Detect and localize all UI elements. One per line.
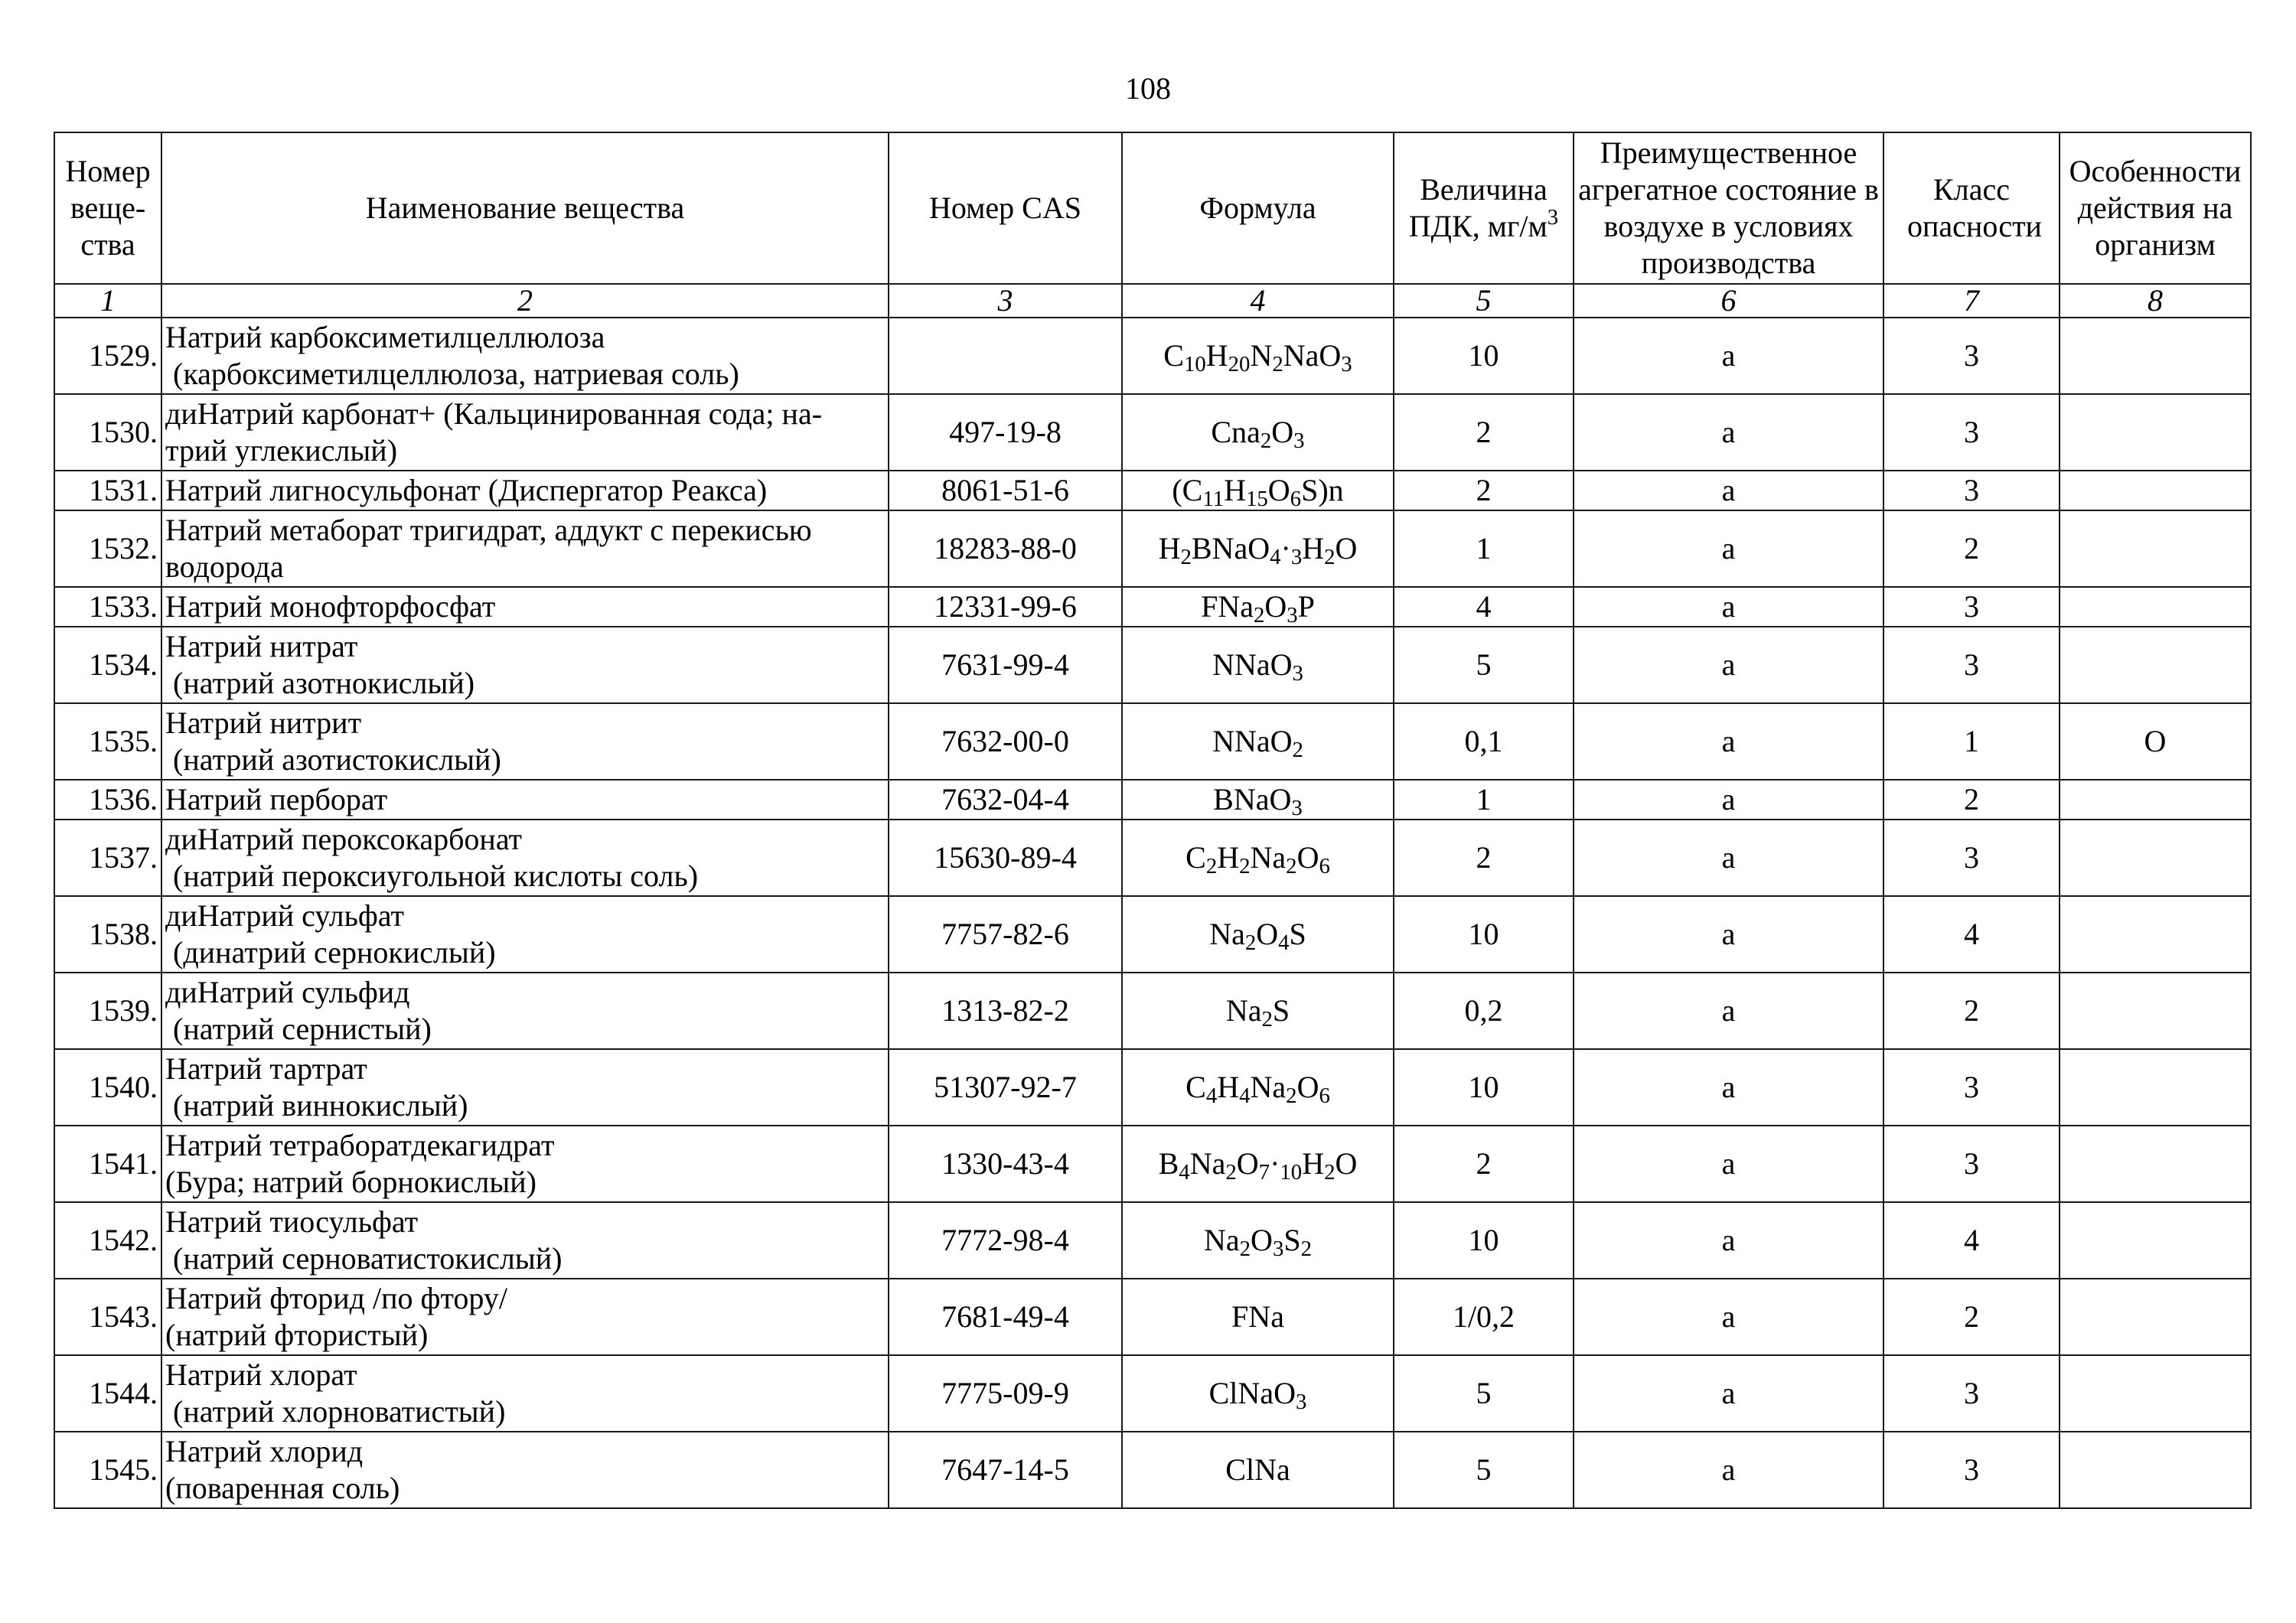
column-number-row xyxy=(54,284,2251,318)
chemical-formula: $Na_2O_4S$ xyxy=(1122,896,1394,973)
cas-number: 18283-88-0 xyxy=(889,510,1122,587)
table-row xyxy=(54,820,2251,896)
cas-number: 7775-09-9 xyxy=(889,1355,1122,1432)
substance-name-line: Натрий тиосульфат xyxy=(165,1204,419,1239)
aggregate-state: а xyxy=(1574,1355,1883,1432)
chemical-formula: $Cna_2O_3$ xyxy=(1122,394,1394,471)
substance-name xyxy=(161,780,889,820)
substance-name-line: Натрий нитрат xyxy=(165,629,358,663)
aggregate-state: а xyxy=(1574,1279,1883,1355)
body-effects xyxy=(2060,318,2251,394)
column-number: 7 xyxy=(1883,284,2060,318)
substance-name-line: Натрий хлорат xyxy=(165,1357,357,1392)
hazard-class: 3 xyxy=(1883,587,2060,627)
body-effects xyxy=(2060,973,2251,1049)
substance-name-line: (Бура; натрий борнокислый) xyxy=(165,1165,536,1199)
substance-name-line: (натрий азотнокислый) xyxy=(165,666,475,700)
aggregate-state: а xyxy=(1574,1126,1883,1202)
header-hazard-class: Класс опасности xyxy=(1883,132,2060,284)
substance-name xyxy=(161,1202,889,1279)
body-effects xyxy=(2060,627,2251,703)
substance-number: 1530. xyxy=(54,394,161,471)
aggregate-state: а xyxy=(1574,896,1883,973)
substance-name xyxy=(161,471,889,510)
substance-name-line: Натрий тетраборатдекагидрат xyxy=(165,1128,555,1162)
header-pdk-value: Величина ПДК, $мг/м^3$ xyxy=(1394,132,1574,284)
column-number: 3 xyxy=(889,284,1122,318)
body-effects xyxy=(2060,587,2251,627)
chemical-formula: $Na_2S$ xyxy=(1122,973,1394,1049)
hazard-class: 4 xyxy=(1883,896,2060,973)
chemical-formula: NNaO$_2$ xyxy=(1122,703,1394,780)
table-row xyxy=(54,1279,2251,1355)
cas-number: 497-19-8 xyxy=(889,394,1122,471)
chemical-formula: BNaO$_3$ xyxy=(1122,780,1394,820)
substance-name xyxy=(161,1432,889,1508)
substance-number: 1543. xyxy=(54,1279,161,1355)
body-effects xyxy=(2060,820,2251,896)
table-row xyxy=(54,1126,2251,1202)
aggregate-state: а xyxy=(1574,394,1883,471)
hazard-class: 1 xyxy=(1883,703,2060,780)
hazard-class: 3 xyxy=(1883,1355,2060,1432)
substance-name-line: (натрий фтористый) xyxy=(165,1318,429,1352)
chemical-formula: $(C_{11}H_{15}O_6S)n$ xyxy=(1122,471,1394,510)
pdk-value: 10 xyxy=(1394,1049,1574,1126)
hazard-class: 3 xyxy=(1883,318,2060,394)
hazard-class: 2 xyxy=(1883,1279,2060,1355)
hazard-class: 3 xyxy=(1883,471,2060,510)
substance-name-line: (натрий азотистокислый) xyxy=(165,742,501,777)
body-effects xyxy=(2060,1279,2251,1355)
chemical-formula: $C_{10}H_{20}N_2NaO_3$ xyxy=(1122,318,1394,394)
substance-number: 1542. xyxy=(54,1202,161,1279)
substance-name xyxy=(161,510,889,587)
substance-name-line: диНатрий карбонат+ (Кальцинированная сода; на- xyxy=(165,396,823,431)
body-effects xyxy=(2060,394,2251,471)
body-effects xyxy=(2060,780,2251,820)
pdk-value: 1 xyxy=(1394,510,1574,587)
substance-name-line: диНатрий пероксокарбонат xyxy=(165,822,523,856)
substance-name xyxy=(161,820,889,896)
pdk-value: 10 xyxy=(1394,1202,1574,1279)
hazard-class: 2 xyxy=(1883,780,2060,820)
substance-name-line: (натрий сернистый) xyxy=(165,1012,432,1046)
table-row xyxy=(54,780,2251,820)
header-aggregate-state: Преимущественное агрегатное состояние в воздухе в условиях производства xyxy=(1574,132,1883,284)
body-effects xyxy=(2060,510,2251,587)
substance-name-line: (натрий виннокислый) xyxy=(165,1088,468,1123)
substance-name-line: Натрий карбоксиметилцеллюлоза xyxy=(165,320,605,354)
cas-number: 7632-00-0 xyxy=(889,703,1122,780)
header-row xyxy=(54,132,2251,284)
column-number: 5 xyxy=(1394,284,1574,318)
pdk-value: 1 xyxy=(1394,780,1574,820)
header-substance-name: Наименование вещества xyxy=(161,132,889,284)
body-effects xyxy=(2060,471,2251,510)
substance-name xyxy=(161,587,889,627)
substance-number: 1536. xyxy=(54,780,161,820)
pdk-value: 2 xyxy=(1394,1126,1574,1202)
table-row xyxy=(54,510,2251,587)
pdk-value: 4 xyxy=(1394,587,1574,627)
substance-name-line: трий углекислый) xyxy=(165,433,398,468)
substance-number: 1544. xyxy=(54,1355,161,1432)
table-row xyxy=(54,1432,2251,1508)
column-number: 1 xyxy=(54,284,161,318)
hazard-class: 3 xyxy=(1883,627,2060,703)
table-row xyxy=(54,1049,2251,1126)
cas-number: 7631-99-4 xyxy=(889,627,1122,703)
chemical-formula: ClNaO$_3$ xyxy=(1122,1355,1394,1432)
substance-name xyxy=(161,627,889,703)
page-number: 108 xyxy=(1125,71,1171,106)
substance-name-line: (натрий серноватистокислый) xyxy=(165,1241,563,1276)
aggregate-state: а xyxy=(1574,471,1883,510)
chemical-formula: NNaO$_3$ xyxy=(1122,627,1394,703)
chemical-formula: $C_4H_4Na_2O_6$ xyxy=(1122,1049,1394,1126)
cas-number: 7632-04-4 xyxy=(889,780,1122,820)
substance-name-line: водорода xyxy=(165,549,284,584)
aggregate-state: а xyxy=(1574,587,1883,627)
cas-number: 7681-49-4 xyxy=(889,1279,1122,1355)
hazard-class: 3 xyxy=(1883,394,2060,471)
aggregate-state: а xyxy=(1574,627,1883,703)
body-effects xyxy=(2060,1049,2251,1126)
chemical-formula: $Na_2O_3S_2$ xyxy=(1122,1202,1394,1279)
pdk-value: 10 xyxy=(1394,896,1574,973)
aggregate-state: а xyxy=(1574,973,1883,1049)
cas-number: 51307-92-7 xyxy=(889,1049,1122,1126)
substance-name-line: (поваренная соль) xyxy=(165,1471,400,1505)
substance-name-line: Натрий перборат xyxy=(165,782,388,816)
substances-table xyxy=(54,132,2252,1509)
column-number: 6 xyxy=(1574,284,1883,318)
pdk-value: 5 xyxy=(1394,627,1574,703)
substance-number: 1545. xyxy=(54,1432,161,1508)
chemical-formula: $C_2H_2Na_2O_6$ xyxy=(1122,820,1394,896)
substance-number: 1538. xyxy=(54,896,161,973)
substance-name xyxy=(161,1279,889,1355)
substance-name-line: диНатрий сульфид xyxy=(165,975,410,1009)
body-effects: О xyxy=(2060,703,2251,780)
hazard-class: 3 xyxy=(1883,1432,2060,1508)
substance-name-line: Натрий тартрат xyxy=(165,1051,367,1086)
cas-number: 7757-82-6 xyxy=(889,896,1122,973)
hazard-class: 3 xyxy=(1883,1049,2060,1126)
substance-number: 1533. xyxy=(54,587,161,627)
substance-number: 1534. xyxy=(54,627,161,703)
header-body-effects: Особенности действия на организм xyxy=(2060,132,2251,284)
substance-name-line: Натрий нитрит xyxy=(165,706,362,740)
substance-number: 1529. xyxy=(54,318,161,394)
chemical-formula: $B_4Na_2O_7\cdot_{10}H_2O$ xyxy=(1122,1126,1394,1202)
substance-name-line: Натрий фторид /по фтору/ xyxy=(165,1281,507,1315)
pdk-value: 0,1 xyxy=(1394,703,1574,780)
aggregate-state: а xyxy=(1574,510,1883,587)
substance-name-line: (натрий хлорноватистый) xyxy=(165,1394,506,1429)
chemical-formula: ClNa xyxy=(1122,1432,1394,1508)
column-number: 2 xyxy=(161,284,889,318)
cas-number: 15630-89-4 xyxy=(889,820,1122,896)
substance-name-line: диНатрий сульфат xyxy=(165,898,404,933)
substance-name xyxy=(161,703,889,780)
aggregate-state: а xyxy=(1574,1202,1883,1279)
substance-name-line: (карбоксиметилцеллюлоза, натриевая соль) xyxy=(165,357,739,391)
chemical-formula: $H_2BNaO_4\cdot_3H_2O$ xyxy=(1122,510,1394,587)
hazard-class: 2 xyxy=(1883,510,2060,587)
cas-number xyxy=(889,318,1122,394)
column-number: 8 xyxy=(2060,284,2251,318)
substance-number: 1537. xyxy=(54,820,161,896)
pdk-value: 2 xyxy=(1394,471,1574,510)
header-cas-number: Номер CAS xyxy=(889,132,1122,284)
substance-name-line: Натрий монофторфосфат xyxy=(165,589,496,624)
substance-number: 1539. xyxy=(54,973,161,1049)
table-row xyxy=(54,1355,2251,1432)
pdk-value: 10 xyxy=(1394,318,1574,394)
pdk-value: 1/0,2 xyxy=(1394,1279,1574,1355)
hazard-class: 3 xyxy=(1883,820,2060,896)
body-effects xyxy=(2060,896,2251,973)
body-effects xyxy=(2060,1432,2251,1508)
header-formula: Формула xyxy=(1122,132,1394,284)
substance-name xyxy=(161,973,889,1049)
substance-name xyxy=(161,1355,889,1432)
header-substance-number: Номер веще-ства xyxy=(54,132,161,284)
hazard-class: 2 xyxy=(1883,973,2060,1049)
substance-name xyxy=(161,896,889,973)
hazard-class: 3 xyxy=(1883,1126,2060,1202)
pdk-value: 0,2 xyxy=(1394,973,1574,1049)
column-number: 4 xyxy=(1122,284,1394,318)
pdk-value: 2 xyxy=(1394,394,1574,471)
cas-number: 7772-98-4 xyxy=(889,1202,1122,1279)
table-row xyxy=(54,627,2251,703)
cas-number: 1313-82-2 xyxy=(889,973,1122,1049)
aggregate-state: а xyxy=(1574,820,1883,896)
aggregate-state: а xyxy=(1574,780,1883,820)
body-effects xyxy=(2060,1355,2251,1432)
substance-name-line: Натрий метаборат тригидрат, аддукт с перекисью xyxy=(165,513,812,547)
body-effects xyxy=(2060,1126,2251,1202)
hazard-class: 4 xyxy=(1883,1202,2060,1279)
aggregate-state: а xyxy=(1574,318,1883,394)
table-row xyxy=(54,587,2251,627)
substance-number: 1541. xyxy=(54,1126,161,1202)
table-row xyxy=(54,394,2251,471)
substance-name-line: (динатрий сернокислый) xyxy=(165,935,496,970)
table-row xyxy=(54,1202,2251,1279)
table-row xyxy=(54,973,2251,1049)
pdk-value: 5 xyxy=(1394,1355,1574,1432)
substance-name xyxy=(161,1126,889,1202)
chemical-formula: FNa xyxy=(1122,1279,1394,1355)
substance-name xyxy=(161,1049,889,1126)
pdk-value: 2 xyxy=(1394,820,1574,896)
substance-name xyxy=(161,394,889,471)
aggregate-state: а xyxy=(1574,1432,1883,1508)
table-row xyxy=(54,471,2251,510)
substance-name-line: Натрий хлорид xyxy=(165,1434,364,1468)
chemical-formula: $FNa_2O_3P$ xyxy=(1122,587,1394,627)
substance-name xyxy=(161,318,889,394)
substance-name-line: (натрий пероксиугольной кислоты соль) xyxy=(165,859,699,893)
cas-number: 1330-43-4 xyxy=(889,1126,1122,1202)
table-row xyxy=(54,318,2251,394)
substance-number: 1535. xyxy=(54,703,161,780)
cas-number: 12331-99-6 xyxy=(889,587,1122,627)
substance-name-line: Натрий лигносульфонат (Диспергатор Реакса) xyxy=(165,473,768,507)
aggregate-state: а xyxy=(1574,1049,1883,1126)
cas-number: 8061-51-6 xyxy=(889,471,1122,510)
table-row xyxy=(54,896,2251,973)
aggregate-state: а xyxy=(1574,703,1883,780)
substance-number: 1532. xyxy=(54,510,161,587)
table-row xyxy=(54,703,2251,780)
pdk-value: 5 xyxy=(1394,1432,1574,1508)
cas-number: 7647-14-5 xyxy=(889,1432,1122,1508)
body-effects xyxy=(2060,1202,2251,1279)
substance-number: 1540. xyxy=(54,1049,161,1126)
substance-number: 1531. xyxy=(54,471,161,510)
